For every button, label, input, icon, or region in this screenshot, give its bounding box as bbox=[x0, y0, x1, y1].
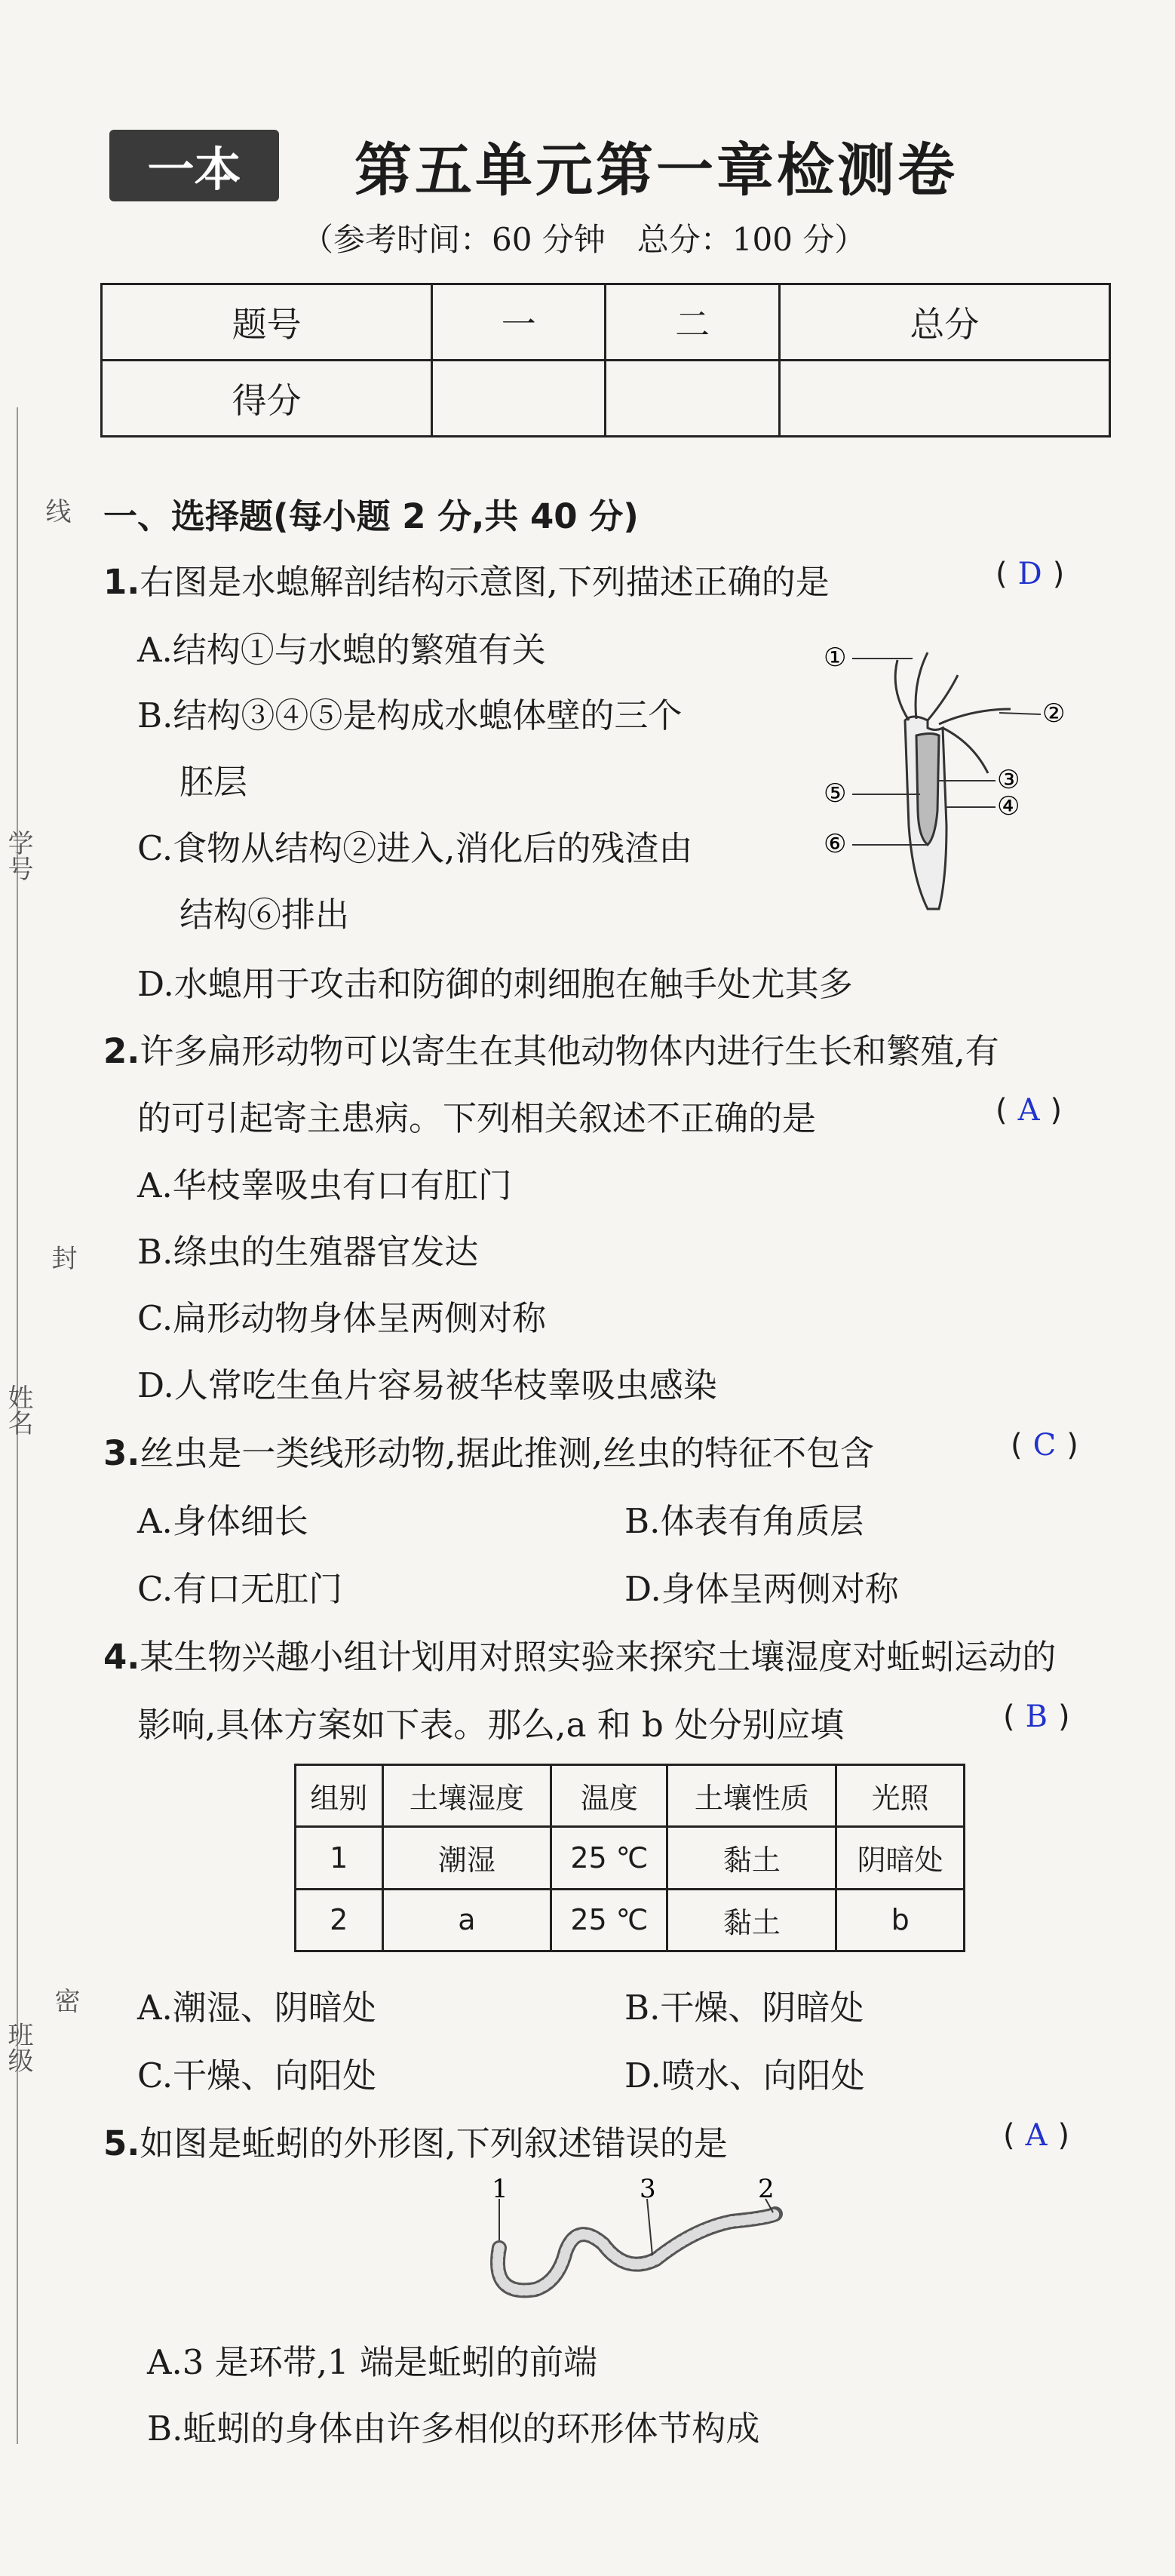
question-4-stem-cont: 影响,具体方案如下表。那么,a 和 b 处分别应填 bbox=[137, 1705, 845, 1745]
hydra-label-2: ② bbox=[1042, 698, 1066, 729]
hydra-label-3: ③ bbox=[997, 765, 1020, 795]
exp-cell: 1 bbox=[296, 1827, 383, 1889]
question-1-stem: 1.右图是水螅解剖结构示意图,下列描述正确的是 bbox=[103, 562, 830, 602]
q4-option-b: B.干燥、阴暗处 bbox=[624, 1988, 864, 2028]
margin-xian: 线 bbox=[41, 498, 71, 523]
answer-5: A bbox=[1025, 2118, 1048, 2153]
question-3-stem: 3.丝虫是一类线形动物,据此推测,丝虫的特征不包含 bbox=[103, 1433, 875, 1473]
exp-cell: b bbox=[836, 1889, 965, 1951]
exp-header-cell: 土壤湿度 bbox=[382, 1765, 551, 1827]
q3-option-d: D.身体呈两侧对称 bbox=[624, 1569, 899, 1609]
page-subtitle: （参考时间：60 分钟 总分：100 分） bbox=[302, 221, 867, 258]
answer-4: B bbox=[1025, 1699, 1048, 1734]
answer-bracket-3: ( C ) bbox=[1011, 1428, 1078, 1463]
q2-option-d: D.人常吃生鱼片容易被华枝睾吸虫感染 bbox=[137, 1365, 717, 1405]
score-input-cell[interactable] bbox=[779, 361, 1109, 437]
exp-cell: 2 bbox=[296, 1889, 383, 1951]
q1-option-d: D.水螅用于攻击和防御的刺细胞在触手处尤其多 bbox=[137, 964, 853, 1004]
q1-option-b-cont: 胚层 bbox=[179, 762, 248, 802]
hydra-figure bbox=[815, 630, 1116, 932]
question-2-stem-cont: 的可引起寄主患病。下列相关叙述不正确的是 bbox=[137, 1098, 817, 1138]
score-label-cell: 得分 bbox=[102, 361, 432, 437]
experiment-table bbox=[294, 1764, 965, 1952]
q2-option-a: A.华枝睾吸虫有口有肛门 bbox=[137, 1165, 512, 1205]
exp-cell: 潮湿 bbox=[382, 1827, 551, 1889]
question-4-stem: 4.某生物兴趣小组计划用对照实验来探究土壤湿度对蚯蚓运动的 bbox=[103, 1637, 1057, 1677]
q3-option-b: B.体表有角质层 bbox=[624, 1501, 864, 1541]
hydra-label-4: ④ bbox=[997, 791, 1020, 821]
exp-cell: 阴暗处 bbox=[836, 1827, 965, 1889]
score-header-cell: 题号 bbox=[102, 284, 432, 361]
exp-header-cell: 土壤性质 bbox=[667, 1765, 836, 1827]
answer-3: C bbox=[1032, 1428, 1057, 1463]
exp-cell: a bbox=[382, 1889, 551, 1951]
margin-mi: 密 bbox=[50, 1988, 80, 2013]
score-header-cell: 一 bbox=[432, 284, 606, 361]
q5-option-a: A.3 是环带,1 端是蚯蚓的前端 bbox=[147, 2342, 597, 2382]
answer-1: D bbox=[1017, 557, 1042, 591]
answer-bracket-4: ( B ) bbox=[1003, 1699, 1070, 1734]
exp-cell: 黏土 bbox=[667, 1827, 836, 1889]
earthworm-figure bbox=[483, 2176, 799, 2312]
q1-option-c: C.食物从结构②进入,消化后的残渣由 bbox=[137, 828, 693, 868]
hydra-label-1: ① bbox=[824, 643, 847, 673]
worm-label-1: 1 bbox=[492, 2176, 508, 2204]
score-input-cell[interactable] bbox=[432, 361, 606, 437]
q2-option-c: C.扁形动物身体呈两侧对称 bbox=[137, 1298, 547, 1338]
answer-bracket-5: ( A ) bbox=[1003, 2118, 1070, 2153]
exp-header-cell: 温度 bbox=[551, 1765, 667, 1827]
score-table bbox=[100, 283, 1111, 438]
exp-header-cell: 组别 bbox=[296, 1765, 383, 1827]
q1-option-a: A.结构①与水螅的繁殖有关 bbox=[137, 630, 546, 670]
answer-bracket-2: ( A ) bbox=[996, 1093, 1063, 1128]
margin-banji: 班级 bbox=[3, 2022, 33, 2073]
worm-label-3: 3 bbox=[640, 2176, 656, 2204]
answer-bracket-1: ( D ) bbox=[996, 557, 1065, 591]
q3-option-a: A.身体细长 bbox=[137, 1501, 308, 1541]
page-title: 第五单元第一章检测卷 bbox=[354, 137, 958, 204]
exp-header-cell: 光照 bbox=[836, 1765, 965, 1827]
q1-option-c-cont: 结构⑥排出 bbox=[179, 895, 350, 935]
hydra-label-6: ⑥ bbox=[824, 829, 847, 859]
score-input-cell[interactable] bbox=[606, 361, 779, 437]
section-heading: 一、选择题(每小题 2 分,共 40 分) bbox=[103, 496, 639, 536]
score-header-cell: 总分 bbox=[779, 284, 1109, 361]
margin-xingming: 姓名 bbox=[3, 1384, 33, 1435]
q2-option-b: B.绦虫的生殖器官发达 bbox=[137, 1232, 479, 1272]
hydra-label-5: ⑤ bbox=[824, 778, 847, 809]
exp-cell: 黏土 bbox=[667, 1889, 836, 1951]
margin-xuehao: 学号 bbox=[3, 830, 33, 881]
question-5-stem: 5.如图是蚯蚓的外形图,下列叙述错误的是 bbox=[103, 2123, 728, 2163]
series-badge: 一本 bbox=[109, 130, 279, 201]
answer-2: A bbox=[1017, 1093, 1040, 1128]
exp-cell: 25 ℃ bbox=[551, 1827, 667, 1889]
q4-option-c: C.干燥、向阳处 bbox=[137, 2056, 377, 2095]
exp-cell: 25 ℃ bbox=[551, 1889, 667, 1951]
q4-option-d: D.喷水、向阳处 bbox=[624, 2056, 865, 2095]
q5-option-b: B.蚯蚓的身体由许多相似的环形体节构成 bbox=[147, 2409, 760, 2449]
worm-label-2: 2 bbox=[758, 2176, 775, 2204]
q4-option-a: A.潮湿、阴暗处 bbox=[137, 1988, 376, 2028]
q3-option-c: C.有口无肛门 bbox=[137, 1569, 343, 1609]
score-header-cell: 二 bbox=[606, 284, 779, 361]
question-2-stem: 2.许多扁形动物可以寄生在其他动物体内进行生长和繁殖,有 bbox=[103, 1031, 999, 1071]
margin-feng: 封 bbox=[47, 1245, 77, 1270]
q1-option-b: B.结构③④⑤是构成水螅体壁的三个 bbox=[137, 695, 683, 735]
